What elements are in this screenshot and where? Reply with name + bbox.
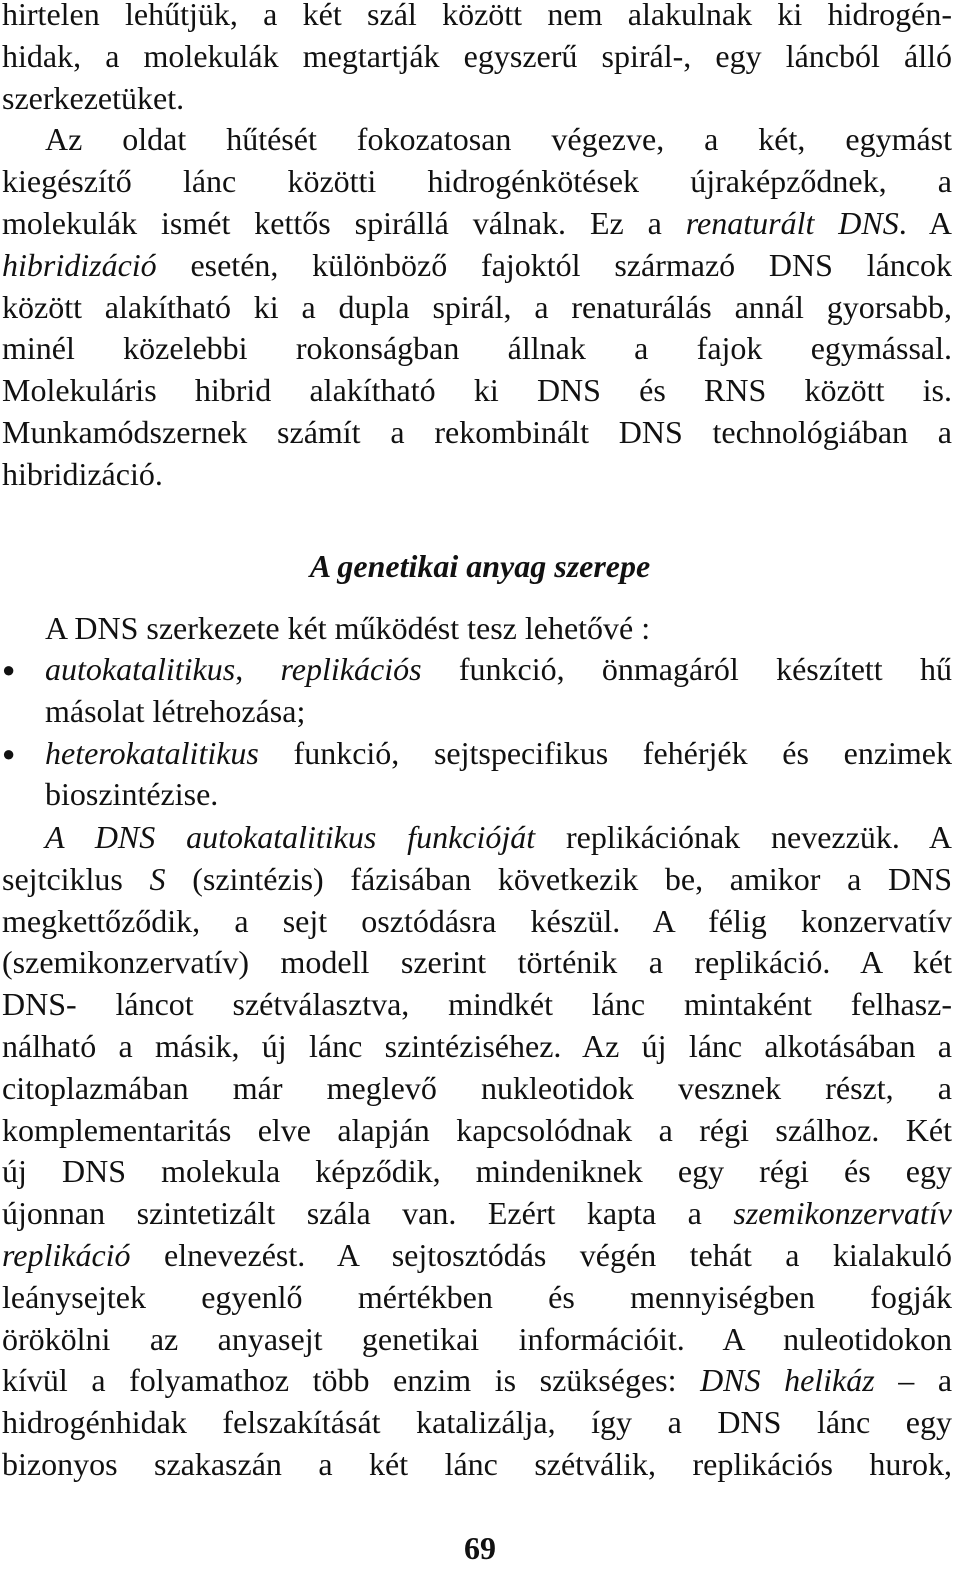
intro-line: A DNS szerkezete két működést tesz lehetővé : xyxy=(45,610,651,646)
text-line: Molekuláris hibrid alakítható ki DNS és RNS között is. xyxy=(2,372,952,409)
paragraph-replication xyxy=(2,817,952,1486)
text-line: szerkezetüket. xyxy=(2,79,185,116)
text-line: Az oldat hűtését fokozatosan végezve, a két, egymást xyxy=(45,121,952,158)
text-run: – a xyxy=(874,1362,952,1399)
term-replikacio: replikáció xyxy=(2,1236,131,1273)
text-line xyxy=(2,203,952,245)
list-item xyxy=(0,649,952,691)
list-item xyxy=(0,733,952,775)
text-line xyxy=(2,1235,952,1277)
text-run: funkció, önmagáról készített hű xyxy=(421,651,952,687)
text-line xyxy=(2,859,952,901)
text-line: minél közelebbi rokonságban állnak a fajok egymással. xyxy=(2,330,952,367)
text-run: , xyxy=(235,651,281,687)
text-line: új DNS molekula képződik, mindeniknek egy régi és egy xyxy=(2,1153,952,1190)
text-line: hidrogénhidak felszakítását katalizálja, így a DNS lánc egy xyxy=(2,1404,952,1441)
text-line: hibridizáció. xyxy=(2,455,163,492)
text-line: hirtelen lehűtjük, a két szál között nem alakulnak ki hidrogén- xyxy=(2,0,952,32)
term-replikacios: replikációs xyxy=(280,651,422,687)
text-run: funkció, sejtspecifikus fehérjék és enzimek xyxy=(258,734,952,771)
text-line: örökölni az anyasejt genetikai információit. A nuleotidokon xyxy=(2,1320,952,1357)
term-hibridizacio: hibridizáció xyxy=(2,246,157,283)
term-s-phase: S xyxy=(149,860,166,897)
bullet-icon: ● xyxy=(2,740,16,766)
text-line: leánysejtek egyenlő mértékben és mennyiségben fogják xyxy=(2,1278,952,1315)
text-line: megkettőződik, a sejt osztódásra készül. A félig konzervatív xyxy=(2,902,952,939)
term-dns-autokatalitikus-funkcio: A DNS autokatalitikus funkcióját xyxy=(45,819,536,855)
text-line: bizonyos szakaszán a két lánc szétválik, replikációs hurok, xyxy=(2,1445,952,1482)
text-run: elnevezést. A sejtosztódás végén tehát a kialakuló xyxy=(130,1236,952,1273)
term-dns-helikaz: DNS helikáz xyxy=(700,1362,875,1399)
term-heterokatalitikus: heterokatalitikus xyxy=(45,734,259,771)
text-run: replikációnak nevezzük. A xyxy=(535,819,952,855)
text-line: kiegészítő lánc közötti hidrogénkötések újraképződnek, a xyxy=(2,163,952,200)
text-run: kívül a folyamathoz több enzim is szükséges: xyxy=(2,1362,701,1399)
text-line: (szemikonzervatív) modell szerint történik a replikáció. A két xyxy=(2,944,952,981)
text-line xyxy=(2,245,952,287)
term-autokatalitikus: autokatalitikus xyxy=(45,651,236,687)
text-line: komplementaritás elve alapján kapcsolódnak a régi szálhoz. Két xyxy=(2,1111,952,1148)
text-run: újonnan szintetizált szála van. Ezért kapta a xyxy=(2,1195,734,1232)
text-line: hidak, a molekulák megtartják egyszerű spirál-, egy láncból álló xyxy=(2,37,952,74)
text-line: citoplazmában már meglevő nukleotidok vesznek részt, a xyxy=(2,1069,952,1106)
text-run: (szintézis) fázisában következik be, amikor a DNS xyxy=(165,860,952,897)
text-line xyxy=(2,1360,952,1402)
text-line: nálható a másik, új lánc szintéziséhez. Az új lánc alkotásában a xyxy=(2,1027,952,1064)
page-number: 69 xyxy=(464,1530,496,1566)
section-heading: A genetikai anyag szerepe xyxy=(309,548,651,584)
text-run: sejtciklus xyxy=(2,860,150,897)
text-line: Munkamódszernek számít a rekombinált DNS technológiában a xyxy=(2,413,952,450)
text-run: molekulák ismét kettős spirállá válnak. Ez a xyxy=(2,204,686,241)
term-renaturalt-dns: renaturált DNS xyxy=(685,204,899,241)
text-line: DNS- láncot szétválasztva, mindkét lánc mintaként felhasz- xyxy=(2,986,952,1023)
list-item-continuation: másolat létrehozása; xyxy=(45,692,306,729)
term-szemikonzervativ: szemikonzervatív xyxy=(733,1195,952,1232)
text-line: között alakítható ki a dupla spirál, a renaturálás annál gyorsabb, xyxy=(2,288,952,325)
list-item-continuation: bioszintézise. xyxy=(45,776,219,813)
text-run: esetén, különböző fajoktól származó DNS láncok xyxy=(156,246,952,283)
bullet-icon: ● xyxy=(2,657,16,682)
text-run: . A xyxy=(898,204,952,241)
text-line xyxy=(2,817,952,859)
paragraph-renaturation xyxy=(2,0,952,496)
text-line xyxy=(2,1193,952,1235)
function-list xyxy=(0,649,952,816)
